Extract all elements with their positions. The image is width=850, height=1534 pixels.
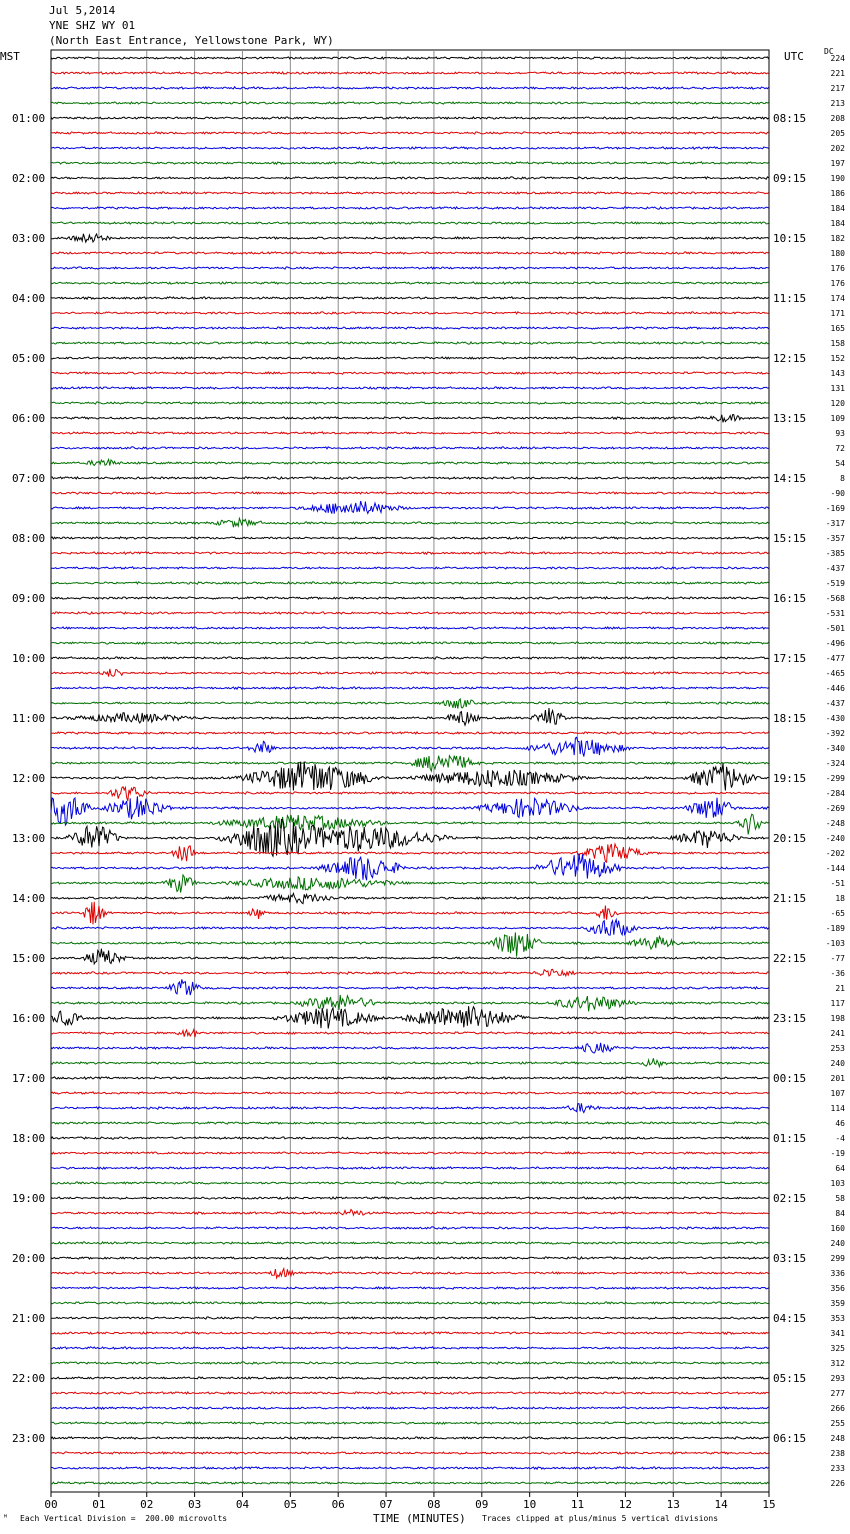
trace-37 xyxy=(51,612,769,614)
dc-offset-label: 103 xyxy=(830,1179,845,1188)
trace-51 xyxy=(51,814,769,834)
dc-offset-label: 312 xyxy=(830,1359,845,1368)
dc-offset-label: -324 xyxy=(825,759,845,768)
dc-offset-label: 253 xyxy=(830,1044,845,1053)
trace-38 xyxy=(51,627,769,629)
trace-1 xyxy=(51,72,769,74)
dc-offset-label: -392 xyxy=(825,729,845,738)
trace-41 xyxy=(51,669,769,677)
dc-offset-label: 8 xyxy=(840,474,845,483)
utc-hour-label: 00:15 xyxy=(773,1072,807,1085)
trace-23 xyxy=(51,402,769,404)
dc-offset-label: 299 xyxy=(830,1254,845,1263)
mst-hour-label: 14:00 xyxy=(12,892,46,905)
dc-offset-label: 64 xyxy=(835,1164,845,1173)
mst-hour-label: 11:00 xyxy=(12,712,46,725)
utc-hour-label: 13:15 xyxy=(773,412,807,425)
dc-offset-label: 353 xyxy=(830,1314,845,1323)
trace-74 xyxy=(51,1167,769,1169)
trace-75 xyxy=(51,1182,769,1184)
trace-62 xyxy=(51,979,769,995)
dc-offset-label: 158 xyxy=(830,339,845,348)
dc-offset-label: 341 xyxy=(830,1329,845,1338)
dc-offset-label: 174 xyxy=(830,294,845,303)
dc-offset-label: 208 xyxy=(830,114,845,123)
dc-offset-label: -568 xyxy=(825,594,845,603)
mst-hour-label: 12:00 xyxy=(12,772,46,785)
trace-88 xyxy=(51,1377,769,1379)
dc-offset-label: 131 xyxy=(830,384,845,393)
trace-72 xyxy=(51,1137,769,1139)
dc-offset-label: 160 xyxy=(830,1224,845,1233)
dc-offset-label: -202 xyxy=(825,849,845,858)
mst-hour-label: 08:00 xyxy=(12,532,46,545)
mst-hour-label: 03:00 xyxy=(12,232,46,245)
dc-offset-label: -437 xyxy=(825,564,845,573)
dc-offset-label: 171 xyxy=(830,309,845,318)
dc-offset-label: 201 xyxy=(830,1074,845,1083)
trace-26 xyxy=(51,447,769,449)
utc-hour-label: 05:15 xyxy=(773,1372,807,1385)
mst-hour-label: 07:00 xyxy=(12,472,46,485)
dc-offset-label: -385 xyxy=(825,549,845,558)
dc-offset-label: -77 xyxy=(830,954,845,963)
mst-hour-label: 20:00 xyxy=(12,1252,46,1265)
trace-29 xyxy=(51,492,769,494)
trace-81 xyxy=(51,1269,769,1278)
trace-33 xyxy=(51,552,769,554)
dc-offset-label: -465 xyxy=(825,669,845,678)
trace-21 xyxy=(51,372,769,374)
dc-offset-label: -65 xyxy=(830,909,845,918)
trace-39 xyxy=(51,642,769,644)
mst-hour-label: 23:00 xyxy=(12,1432,46,1445)
mst-hour-label: 10:00 xyxy=(12,652,46,665)
dc-offset-label: 293 xyxy=(830,1374,845,1383)
dc-offset-label: 205 xyxy=(830,129,845,138)
trace-8 xyxy=(51,177,769,179)
trace-4 xyxy=(51,117,769,119)
trace-92 xyxy=(51,1437,769,1439)
dc-offset-label: 165 xyxy=(830,324,845,333)
dc-offset-label: 238 xyxy=(830,1449,845,1458)
trace-69 xyxy=(51,1092,769,1094)
trace-20 xyxy=(51,357,769,359)
trace-54 xyxy=(51,854,769,881)
trace-78 xyxy=(51,1227,769,1229)
dc-offset-label: 72 xyxy=(835,444,845,453)
dc-offset-label: -189 xyxy=(825,924,845,933)
dc-offset-label: -531 xyxy=(825,609,845,618)
dc-offset-label: -430 xyxy=(825,714,845,723)
utc-hour-label: 10:15 xyxy=(773,232,807,245)
dc-offset-label: -269 xyxy=(825,804,845,813)
dc-offset-label: 198 xyxy=(830,1014,845,1023)
trace-87 xyxy=(51,1362,769,1364)
dc-offset-label: 336 xyxy=(830,1269,845,1278)
trace-14 xyxy=(51,267,769,269)
dc-offset-label: 255 xyxy=(830,1419,845,1428)
dc-offset-label: 277 xyxy=(830,1389,845,1398)
x-tick-label: 14 xyxy=(714,1498,728,1511)
utc-hour-label: 01:15 xyxy=(773,1132,807,1145)
trace-64 xyxy=(51,1006,769,1028)
utc-hour-label: 02:15 xyxy=(773,1192,807,1205)
x-tick-label: 12 xyxy=(618,1498,633,1511)
chart-location: (North East Entrance, Yellowstone Park, WY) xyxy=(49,34,334,47)
dc-offset-label: 359 xyxy=(830,1299,845,1308)
trace-80 xyxy=(51,1257,769,1259)
mst-hour-label: 15:00 xyxy=(12,952,46,965)
dc-offset-label: 58 xyxy=(835,1194,845,1203)
mst-hour-label: 04:00 xyxy=(12,292,46,305)
trace-49 xyxy=(51,787,769,801)
x-tick-label: 10 xyxy=(523,1498,537,1511)
clip-note: Traces clipped at plus/minus 5 vertical divisions xyxy=(482,1514,719,1523)
dc-offset-label: 107 xyxy=(830,1089,845,1098)
trace-13 xyxy=(51,252,769,254)
utc-hour-label: 06:15 xyxy=(773,1432,807,1445)
trace-52 xyxy=(51,819,769,856)
dc-offset-label: 240 xyxy=(830,1239,845,1248)
utc-hour-label: 18:15 xyxy=(773,712,807,725)
utc-hour-label: 17:15 xyxy=(773,652,807,665)
dc-offset-label: 221 xyxy=(830,69,845,78)
trace-89 xyxy=(51,1392,769,1394)
mst-hour-label: 17:00 xyxy=(12,1072,46,1085)
dc-offset-label: -477 xyxy=(825,654,845,663)
logo-mark: ᴹ xyxy=(3,1513,8,1522)
trace-68 xyxy=(51,1077,769,1079)
trace-91 xyxy=(51,1422,769,1424)
utc-hour-label: 21:15 xyxy=(773,892,807,905)
x-tick-label: 06 xyxy=(331,1498,345,1511)
dc-offset-label: 213 xyxy=(830,99,845,108)
dc-offset-label: 325 xyxy=(830,1344,845,1353)
dc-offset-label: -317 xyxy=(825,519,845,528)
trace-55 xyxy=(51,875,769,893)
dc-offset-label: 120 xyxy=(830,399,845,408)
dc-offset-label: 184 xyxy=(830,204,845,213)
dc-offset-label: 54 xyxy=(835,459,845,468)
trace-28 xyxy=(51,477,769,479)
dc-offset-label: 93 xyxy=(835,429,845,438)
trace-43 xyxy=(51,699,769,709)
trace-59 xyxy=(51,932,769,956)
dc-offset-label: 84 xyxy=(835,1209,845,1218)
dc-offset-label: 217 xyxy=(830,84,845,93)
trace-30 xyxy=(51,501,769,514)
x-tick-label: 13 xyxy=(666,1498,680,1511)
utc-hour-label: 08:15 xyxy=(773,112,807,125)
trace-70 xyxy=(51,1103,769,1112)
trace-45 xyxy=(51,732,769,734)
trace-16 xyxy=(51,297,769,299)
trace-19 xyxy=(51,342,769,344)
trace-60 xyxy=(51,949,769,964)
trace-7 xyxy=(51,162,769,164)
trace-27 xyxy=(51,459,769,465)
mst-hour-label: 01:00 xyxy=(12,112,46,125)
mst-hour-label: 18:00 xyxy=(12,1132,46,1145)
dc-offset-label: -299 xyxy=(825,774,845,783)
trace-22 xyxy=(51,387,769,389)
dc-offset-label: -496 xyxy=(825,639,845,648)
trace-0 xyxy=(51,57,769,59)
trace-90 xyxy=(51,1407,769,1409)
x-tick-label: 00 xyxy=(44,1498,58,1511)
dc-offset-label: 180 xyxy=(830,249,845,258)
dc-offset-label: 186 xyxy=(830,189,845,198)
dc-offset-label: -103 xyxy=(825,939,845,948)
trace-47 xyxy=(51,756,769,771)
mst-hour-label: 05:00 xyxy=(12,352,46,365)
trace-57 xyxy=(51,902,769,925)
dc-offset-label: 190 xyxy=(830,174,845,183)
trace-83 xyxy=(51,1302,769,1304)
chart-date: Jul 5,2014 xyxy=(49,4,116,17)
dc-offset-label: 182 xyxy=(830,234,845,243)
dc-offset-label: -169 xyxy=(825,504,845,513)
trace-11 xyxy=(51,222,769,224)
x-tick-label: 03 xyxy=(187,1498,202,1511)
mst-hour-label: 16:00 xyxy=(12,1012,46,1025)
trace-94 xyxy=(51,1467,769,1469)
dc-offset-label: 224 xyxy=(830,54,845,63)
utc-hour-label: 09:15 xyxy=(773,172,807,185)
x-axis-title: TIME (MINUTES) xyxy=(373,1512,466,1525)
dc-offset-label: -51 xyxy=(830,879,845,888)
trace-34 xyxy=(51,567,769,569)
trace-56 xyxy=(51,893,769,903)
mst-hour-label: 21:00 xyxy=(12,1312,46,1325)
dc-offset-label: -19 xyxy=(830,1149,845,1158)
trace-86 xyxy=(51,1347,769,1349)
mst-hour-label: 09:00 xyxy=(12,592,46,605)
trace-36 xyxy=(51,597,769,599)
dc-offset-label: 266 xyxy=(830,1404,845,1413)
dc-offset-label: 226 xyxy=(830,1479,845,1488)
dc-offset-label: 176 xyxy=(830,264,845,273)
trace-35 xyxy=(51,582,769,584)
trace-12 xyxy=(51,234,769,242)
trace-79 xyxy=(51,1242,769,1244)
trace-24 xyxy=(51,415,769,423)
x-tick-label: 08 xyxy=(427,1498,441,1511)
dc-offset-label: 117 xyxy=(830,999,845,1008)
trace-3 xyxy=(51,102,769,104)
right-zone-label: UTC xyxy=(784,50,804,63)
trace-32 xyxy=(51,537,769,539)
dc-offset-label: -90 xyxy=(830,489,845,498)
dc-offset-label: 18 xyxy=(835,894,845,903)
dc-offset-label: -36 xyxy=(830,969,845,978)
dc-offset-label: -501 xyxy=(825,624,845,633)
trace-66 xyxy=(51,1043,769,1053)
utc-hour-label: 23:15 xyxy=(773,1012,807,1025)
traces xyxy=(51,57,769,1484)
grid-lines xyxy=(51,50,769,1492)
dc-offset-label: 240 xyxy=(830,1059,845,1068)
scale-note: Each Vertical Division = 200.00 microvolts xyxy=(20,1514,228,1523)
dc-offset-label: -248 xyxy=(825,819,845,828)
utc-hour-label: 03:15 xyxy=(773,1252,807,1265)
trace-93 xyxy=(51,1452,769,1454)
trace-6 xyxy=(51,147,769,149)
dc-offset-label: -4 xyxy=(835,1134,845,1143)
trace-5 xyxy=(51,132,769,134)
trace-17 xyxy=(51,312,769,314)
dc-offset-label: 241 xyxy=(830,1029,845,1038)
trace-58 xyxy=(51,920,769,936)
trace-76 xyxy=(51,1197,769,1199)
mst-hour-label: 22:00 xyxy=(12,1372,46,1385)
trace-44 xyxy=(51,708,769,725)
trace-82 xyxy=(51,1287,769,1289)
trace-50 xyxy=(51,796,769,825)
trace-10 xyxy=(51,207,769,209)
trace-67 xyxy=(51,1058,769,1066)
plot-frame xyxy=(51,50,769,1492)
dc-offset-label: -437 xyxy=(825,699,845,708)
chart-station: YNE SHZ WY 01 xyxy=(49,19,136,32)
dc-offset-label: -519 xyxy=(825,579,845,588)
utc-hour-label: 12:15 xyxy=(773,352,807,365)
dc-offset-label: -357 xyxy=(825,534,845,543)
x-tick-label: 01 xyxy=(92,1498,106,1511)
trace-46 xyxy=(51,737,769,756)
dc-offset-label: 46 xyxy=(835,1119,845,1128)
x-tick-label: 05 xyxy=(283,1498,297,1511)
trace-9 xyxy=(51,192,769,194)
trace-25 xyxy=(51,432,769,434)
trace-42 xyxy=(51,687,769,689)
trace-53 xyxy=(51,844,769,862)
mst-hour-label: 13:00 xyxy=(12,832,46,845)
dc-offset-label: 202 xyxy=(830,144,845,153)
utc-hour-label: 20:15 xyxy=(773,832,807,845)
trace-18 xyxy=(51,327,769,329)
x-tick-label: 09 xyxy=(475,1498,489,1511)
dc-offset-label: -446 xyxy=(825,684,845,693)
dc-label: DC xyxy=(824,47,834,56)
dc-offset-label: -240 xyxy=(825,834,845,843)
mst-hour-label: 02:00 xyxy=(12,172,46,185)
trace-95 xyxy=(51,1482,769,1484)
trace-85 xyxy=(51,1332,769,1334)
utc-hour-label: 19:15 xyxy=(773,772,807,785)
trace-15 xyxy=(51,282,769,284)
dc-offset-label: 184 xyxy=(830,219,845,228)
trace-63 xyxy=(51,995,769,1011)
dc-offset-label: 233 xyxy=(830,1464,845,1473)
dc-offset-label: 114 xyxy=(830,1104,845,1113)
x-tick-label: 11 xyxy=(570,1498,585,1511)
mst-hour-label: 19:00 xyxy=(12,1192,46,1205)
dc-offset-label: 356 xyxy=(830,1284,845,1293)
trace-84 xyxy=(51,1317,769,1319)
trace-61 xyxy=(51,969,769,976)
trace-48 xyxy=(51,762,769,791)
dc-offset-label: -340 xyxy=(825,744,845,753)
utc-hour-label: 16:15 xyxy=(773,592,807,605)
trace-77 xyxy=(51,1210,769,1216)
x-tick-label: 02 xyxy=(140,1498,154,1511)
x-tick-label: 07 xyxy=(379,1498,393,1511)
dc-offset-label: 176 xyxy=(830,279,845,288)
utc-hour-label: 11:15 xyxy=(773,292,807,305)
trace-65 xyxy=(51,1030,769,1038)
dc-offset-label: 152 xyxy=(830,354,845,363)
left-zone-label: MST xyxy=(0,50,20,63)
mst-hour-label: 06:00 xyxy=(12,412,46,425)
x-tick-label: 04 xyxy=(235,1498,250,1511)
trace-71 xyxy=(51,1122,769,1124)
dc-offset-label: 248 xyxy=(830,1434,845,1443)
utc-hour-label: 15:15 xyxy=(773,532,807,545)
trace-73 xyxy=(51,1152,769,1154)
dc-offset-label: -144 xyxy=(825,864,845,873)
utc-hour-label: 04:15 xyxy=(773,1312,807,1325)
trace-40 xyxy=(51,657,769,659)
trace-2 xyxy=(51,87,769,89)
dc-offset-label: 143 xyxy=(830,369,845,378)
trace-31 xyxy=(51,518,769,527)
dc-offset-label: 21 xyxy=(835,984,845,993)
axis-labels xyxy=(12,54,845,1511)
utc-hour-label: 14:15 xyxy=(773,472,807,485)
x-tick-label: 15 xyxy=(762,1498,776,1511)
utc-hour-label: 22:15 xyxy=(773,952,807,965)
dc-offset-label: -284 xyxy=(825,789,845,798)
dc-offset-label: 197 xyxy=(830,159,845,168)
dc-offset-label: 109 xyxy=(830,414,845,423)
